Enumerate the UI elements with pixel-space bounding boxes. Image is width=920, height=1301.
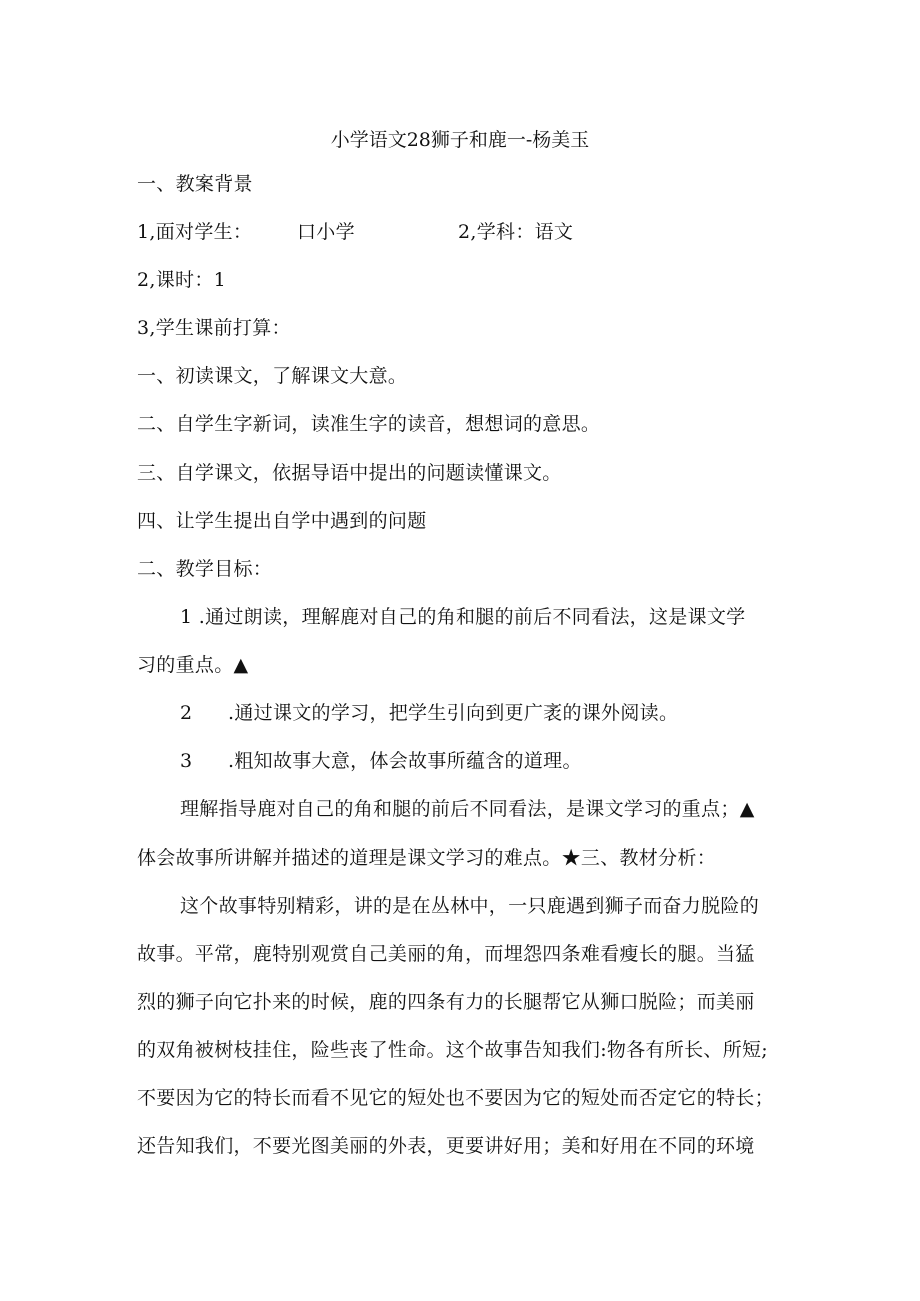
goal-2-number: 2 (180, 702, 193, 724)
analysis-line: 故事。平常，鹿特别观赏自己美丽的角，而埋怨四条难看瘦长的腿。当猛 (137, 943, 755, 965)
analysis-line: 的双角被树枝挂住，险些丧了性命。这个故事告知我们:物各有所长、所短; (137, 1039, 769, 1061)
field-class-hours: 2,课时：1 (137, 269, 227, 291)
analysis-line: 还告知我们，不要光图美丽的外表，更要讲好用；美和好用在不同的环境 (137, 1135, 755, 1157)
section-heading-goals: 二、教学目标： (137, 558, 273, 580)
field-subject: 2,学科：语文 (458, 221, 574, 243)
analysis-line: 烈的狮子向它扑来的时候，鹿的四条有力的长腿帮它从狮口脱险；而美丽 (137, 991, 755, 1013)
field-student-preparation: 3,学生课前打算： (137, 317, 291, 339)
goal-3 (180, 749, 790, 773)
field-students (137, 220, 787, 244)
prep-item: 一、初读课文，了解课文大意。 (137, 365, 408, 387)
focus-line-2: 体会故事所讲解并描述的道理是课文学习的难点。★三、教材分析： (137, 847, 717, 869)
focus-line-1: 理解指导鹿对自己的角和腿的前后不同看法，是课文学习的重点；▲ (180, 798, 755, 820)
section-heading-background: 一、教案背景 (137, 173, 253, 195)
field-students-value: 口小学 (297, 221, 355, 243)
goal-3-number: 3 (180, 750, 193, 772)
analysis-line: 这个故事特别精彩，讲的是在丛林中，一只鹿遇到狮子而奋力脱险的 (180, 895, 760, 917)
goal-2-text: .通过课文的学习，把学生引向到更广袤的课外阅读。 (228, 702, 679, 724)
prep-item: 四、让学生提出自学中遇到的问题 (137, 510, 427, 532)
goal-3-text: .粗知故事大意，体会故事所蕴含的道理。 (228, 750, 582, 772)
document-title: 小学语文28狮子和鹿一-杨美玉 (330, 129, 590, 151)
field-students-label: 1,面对学生： (137, 221, 253, 243)
analysis-line: 不要因为它的特长而看不见它的短处也不要因为它的短处而否定它的特长； (137, 1087, 774, 1109)
prep-item: 三、自学课文，依据导语中提出的问题读懂课文。 (137, 462, 562, 484)
goal-1-line-1: 1 .通过朗读，理解鹿对自己的角和腿的前后不同看法，这是课文学 (180, 606, 746, 628)
goal-1-line-2: 习的重点。▲ (137, 654, 249, 676)
prep-item: 二、自学生字新词，读准生字的读音，想想词的意思。 (137, 413, 601, 435)
goal-2 (180, 701, 790, 725)
